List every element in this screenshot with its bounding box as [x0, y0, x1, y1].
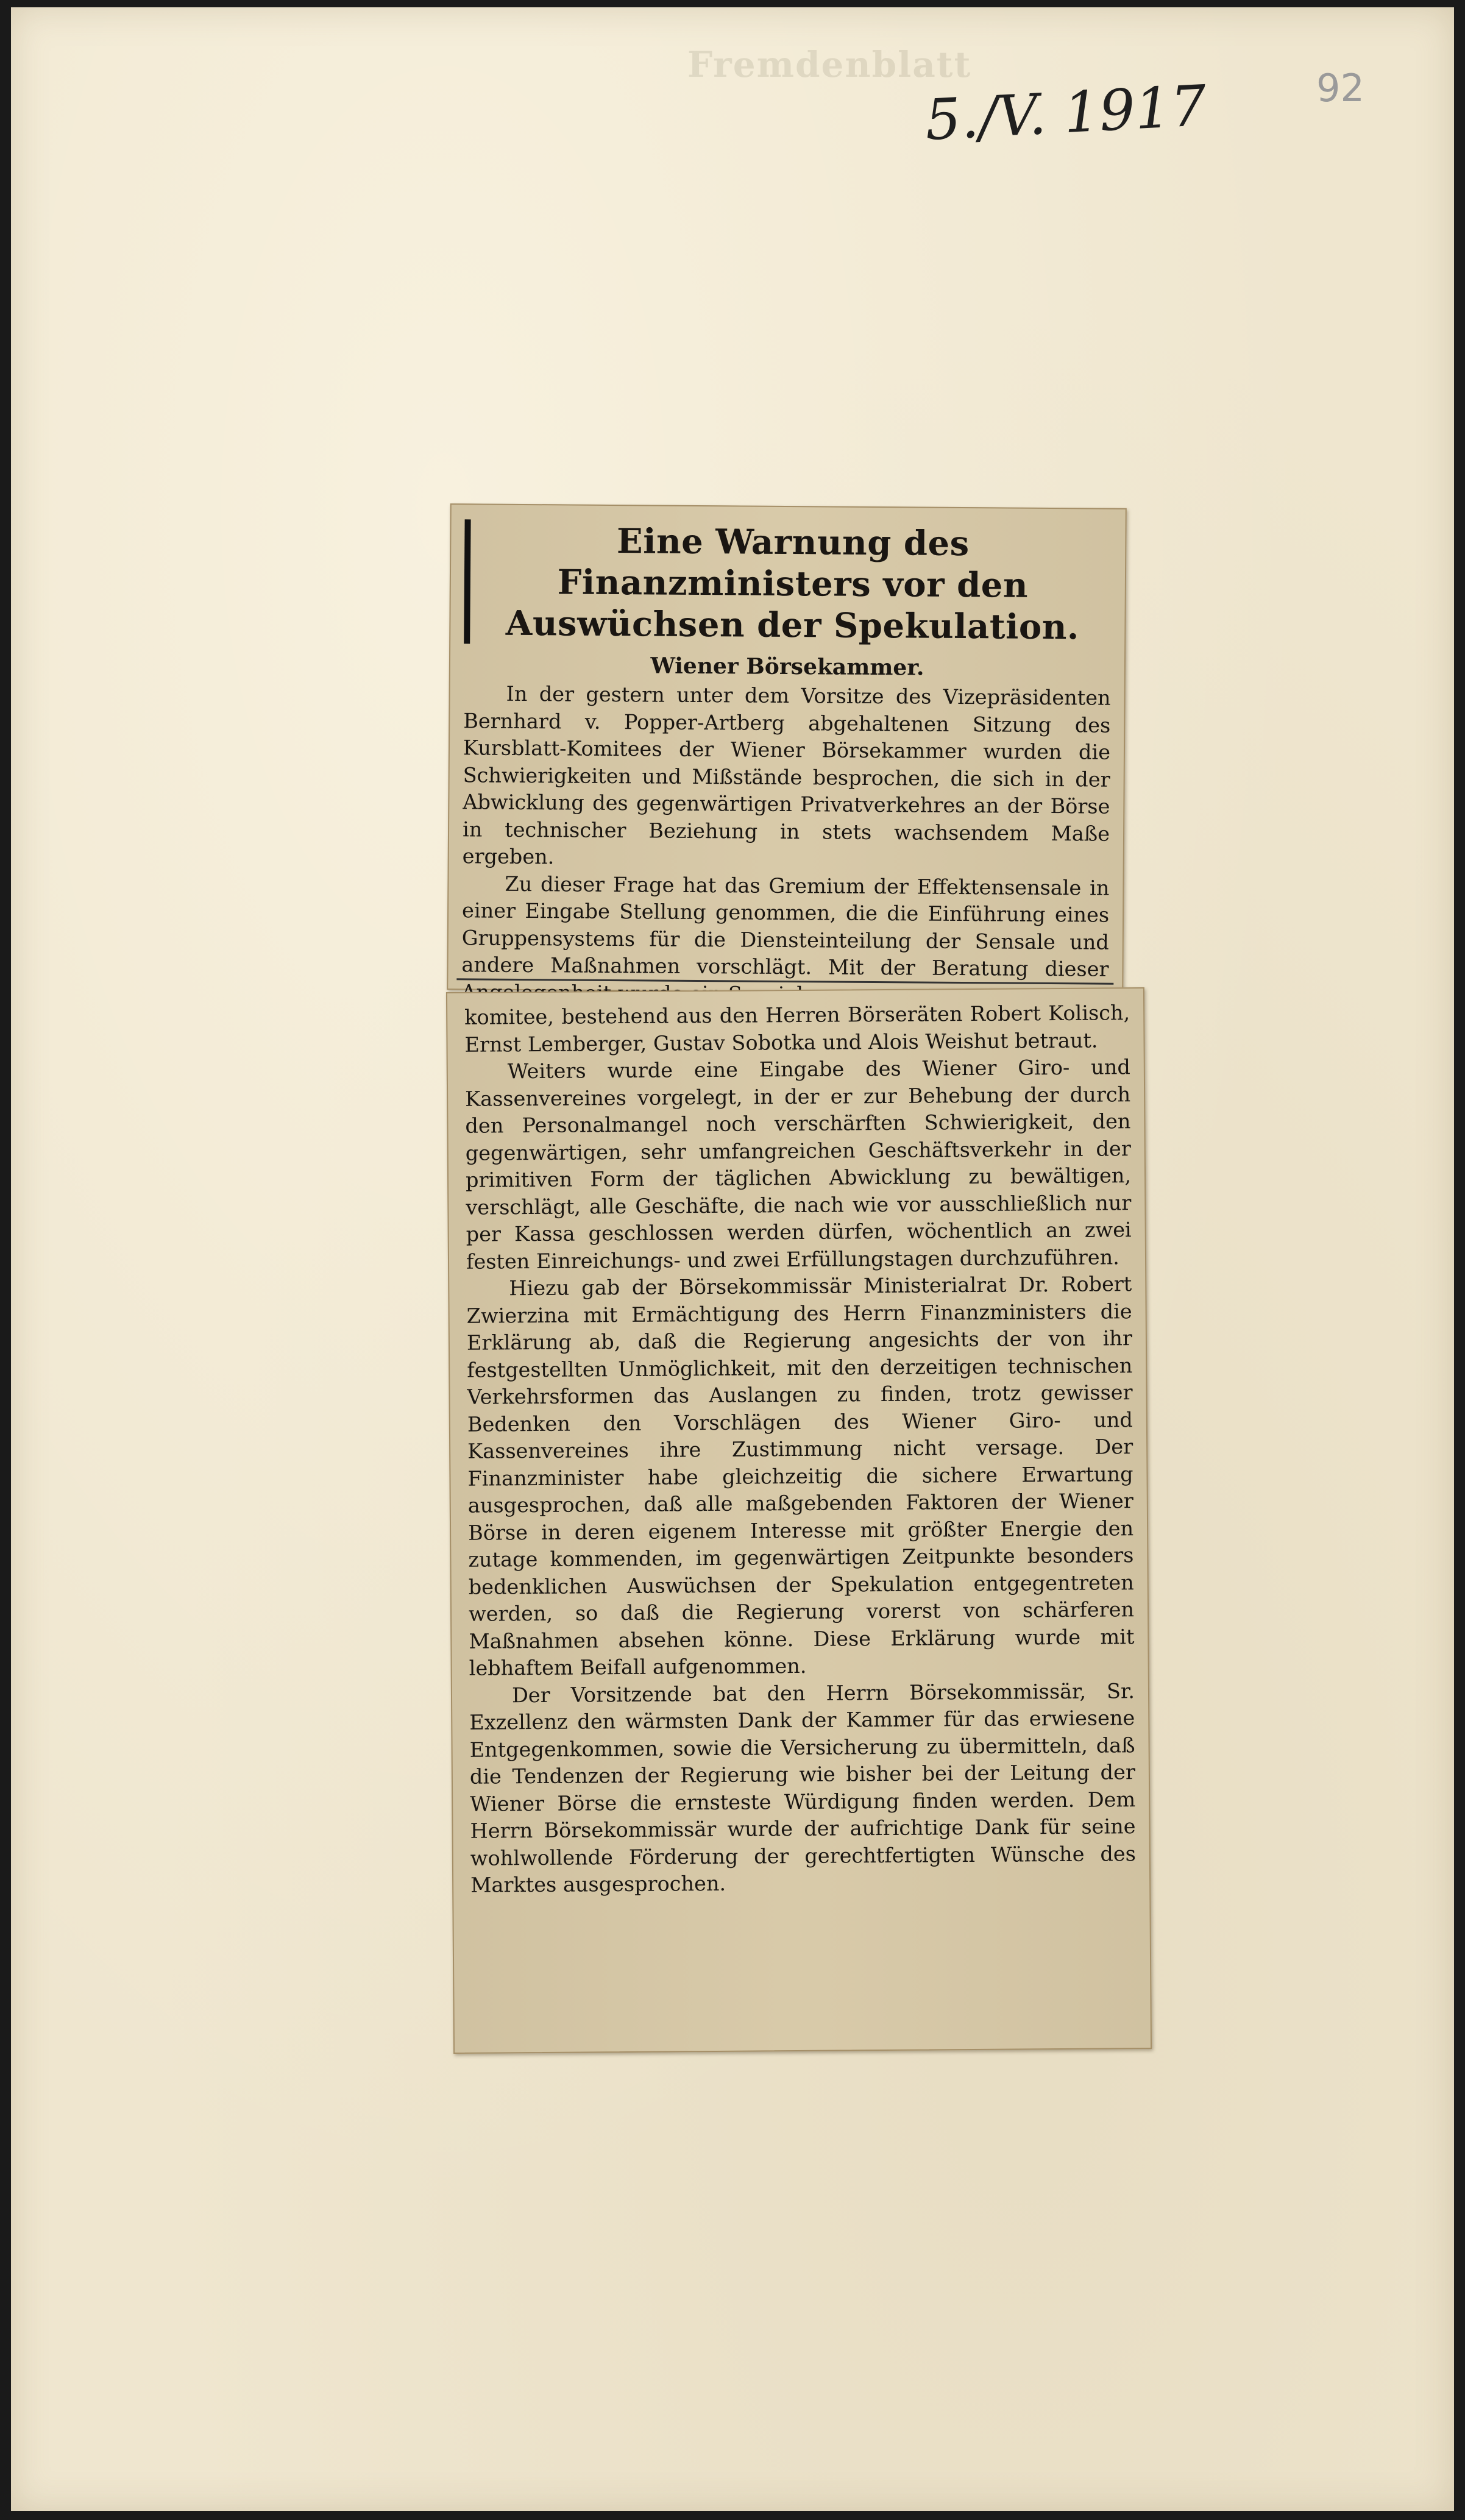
article-headline: Eine Warnung des Finanzministers vor den Auswüchsen der Spekulation.: [464, 519, 1112, 648]
article-paragraph: Weiters wurde eine Eingabe des Wiener Giro- und Kassenvereines vorgelegt, in der er zur Behebung der durch den Personalmangel noch verschärften Schwierigkeit, den gegenwärtigen, sehr umfangreichen Geschäftsverkehr in der primitiven Form der täglichen Abwicklung zu bewältigen, verschlägt, alle Geschäfte, die nach wie vor ausschließlich nur per Kassa geschlossen werden dürfen, wöchentlich an zwei festen Einreichungs- und zwei Erfüllungstagen durchzuführen.: [465, 1055, 1132, 1274]
handwritten-date: 5./V. 1917: [923, 73, 1208, 154]
page-number: 92: [1316, 66, 1364, 110]
article-paragraph: Hiezu gab der Börsekommissär Ministerialrat Dr. Robert Zwierzina mit Ermächtigung des Herrn Finanzministers die Erklärung ab, daß die Regierung angesichts der von ihr festgestellten Unmöglichkeit, mit den derzeitigen technischen Verkehrsformen das Auslangen zu finden, trotz gewisser Bedenken den Vorschlägen des Wiener Giro- und Kassenvereines ihre Zustimmung nicht versage. Der Finanzminister habe gleichzeitig die sichere Erwartung ausgesprochen, daß alle maßgebenden Faktoren der Wiener Börse in deren eigenem Interesse mit größter Energie den zutage kommenden, im gegenwärtigen Zeitpunkte besonders bedenklichen Auswüchsen der Spekulation entgegentreten werden, so daß die Regierung vorerst von schärferen Maßnahmen absehen könne. Diese Erklärung wurde mit lebhaftem Beifall aufgenommen.: [466, 1272, 1135, 1680]
faded-stamp-header: Fremdenblatt: [687, 44, 972, 85]
article-paragraph: komitee, bestehend aus den Herren Börseräten Robert Kolisch, Ernst Lemberger, Gustav Sobotka und Alois Weishut betraut.: [464, 1001, 1130, 1057]
article-paragraph: Der Vorsitzende bat den Herrn Börsekommissär, Sr. Exzellenz den wärmsten Dank der Kammer für das erwiesene Entgegenkommen, sowie die Versicherung zu übermitteln, daß die Tendenzen der Regierung wie bisher bei der Leitung der Wiener Börse die ernsteste Würdigung finden werden. Dem Herrn Börsekommissär wurde der aufrichtige Dank für seine wohlwollende Förderung der gerechtfertigten Wünsche des Marktes ausgesprochen.: [469, 1678, 1136, 1897]
newspaper-clipping-top: [447, 503, 1127, 995]
newspaper-clipping-bottom: [446, 987, 1152, 2054]
article-paragraph: Zu dieser Frage hat das Gremium der Effektensensale in einer Eingabe Stellung genommen, die die Einführung eines Gruppensystems für die Diensteinteilung der Sensale und andere Maßnahmen vorschlägt. Mit der Beratung dieser: [461, 871, 1110, 981]
section-heading: Wiener Börsekammer.: [650, 653, 924, 681]
article-paragraph: In der gestern unter dem Vorsitze des Vizepräsidenten Bernhard v. Popper-Artberg abgehaltenen Sitzung des Kursblatt-Komitees der Wiener Börsekammer wurden die Schwierigkeiten und Mißstände besprochen, die sich in der Abwicklung des gegenwärtigen Privatverkehres an der Börse in technischer Beziehung in stets wachsendem Maße ergeben.: [462, 681, 1111, 869]
archive-sheet: [11, 7, 1454, 2511]
